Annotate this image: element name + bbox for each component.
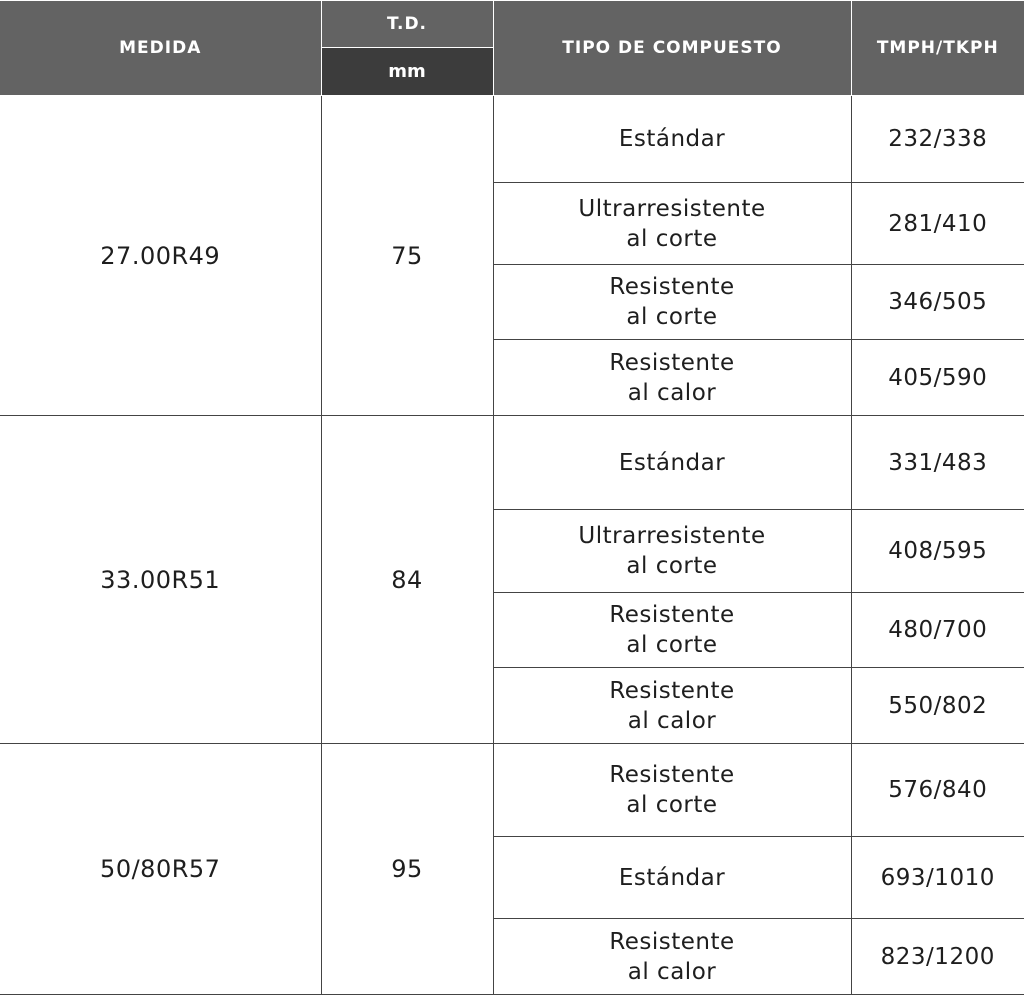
compuesto-line-1: Estándar [618,126,726,152]
td-cell: 95 [321,744,493,995]
tmph-cell: 232/338 [851,96,1024,183]
compuesto-line-2: al corte [626,792,718,818]
compuesto-line-1: Ultrarresistente [578,195,766,222]
header-medida: MEDIDA [0,1,321,96]
compuesto-cell [493,183,851,265]
table-row [0,416,1024,510]
medida-cell: 33.00R51 [0,416,321,744]
table-row [0,744,1024,837]
header-td-unit: mm [321,48,493,96]
compuesto-line-2: al corte [626,632,718,658]
header-td: T.D. [321,1,493,48]
compuesto-line-1: Resistente [609,349,735,376]
compuesto-line-2: al corte [626,225,718,252]
compuesto-line-1: Resistente [609,762,735,788]
compuesto-line-2: al corte [626,304,718,330]
compuesto-cell [493,96,851,183]
tmph-cell: 405/590 [851,340,1024,416]
tmph-cell: 576/840 [851,744,1024,837]
tmph-cell: 550/802 [851,668,1024,744]
compuesto-line-2: al calor [627,958,717,985]
compuesto-line-1: Ultrarresistente [578,523,766,549]
compuesto-line-2: al calor [627,379,717,406]
td-cell: 75 [321,96,493,416]
compuesto-cell [493,593,851,668]
compuesto-cell [493,340,851,416]
header-tmph-tkph: TMPH/TKPH [851,1,1024,96]
compuesto-cell [493,510,851,593]
tmph-cell: 331/483 [851,416,1024,510]
header-tipo-compuesto: TIPO DE COMPUESTO [493,1,851,96]
compuesto-line-1: Resistente [609,274,735,300]
compuesto-line-2: al corte [626,553,718,579]
tmph-cell: 346/505 [851,265,1024,340]
compuesto-line-2: al calor [627,707,717,734]
tmph-cell: 823/1200 [851,919,1024,995]
td-cell: 84 [321,416,493,744]
compuesto-cell [493,416,851,510]
tmph-cell: 408/595 [851,510,1024,593]
compuesto-cell [493,265,851,340]
table-row [0,96,1024,183]
compuesto-line-1: Estándar [618,864,726,891]
medida-cell: 50/80R57 [0,744,321,995]
compuesto-cell [493,668,851,744]
compuesto-line-1: Resistente [609,928,735,955]
compuesto-cell [493,744,851,837]
compuesto-line-1: Estándar [618,449,726,476]
compuesto-cell [493,919,851,995]
medida-cell: 27.00R49 [0,96,321,416]
compuesto-line-1: Resistente [609,677,735,704]
tmph-cell: 480/700 [851,593,1024,668]
compuesto-line-1: Resistente [609,602,735,628]
tmph-cell: 693/1010 [851,837,1024,919]
compuesto-cell [493,837,851,919]
tmph-cell: 281/410 [851,183,1024,265]
